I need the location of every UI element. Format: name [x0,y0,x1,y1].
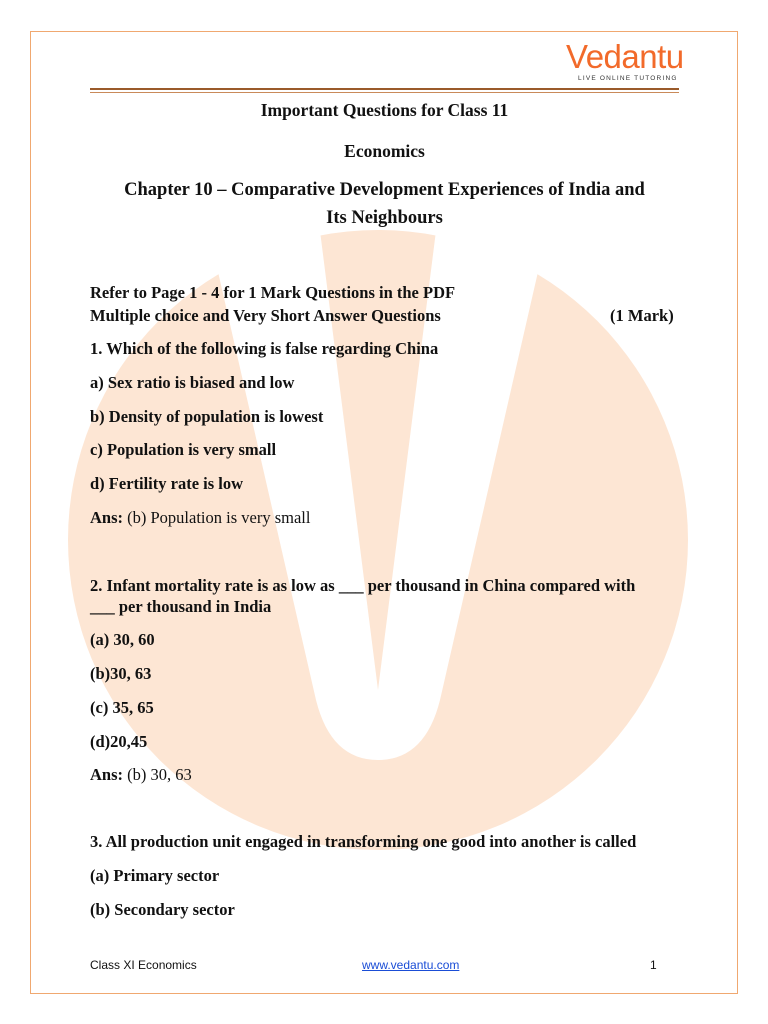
vedantu-logo [566,38,684,86]
logo-tagline: LIVE ONLINE TUTORING [578,75,678,82]
q2-option-d: (d)20,45 [90,732,148,751]
question-2-line1: 2. Infant mortality rate is as low as ___ per thousand in China compared with [90,576,636,595]
section-marks: (1 Mark) [610,306,674,325]
header-rule [90,88,679,90]
q3-option-a: (a) Primary sector [90,866,220,885]
chapter-title-line2: Its Neighbours [326,208,443,228]
section-heading: Multiple choice and Very Short Answer Questions [90,306,441,325]
document-title: Important Questions for Class 11 [260,100,509,120]
q1-option-c: c) Population is very small [90,440,277,459]
q2-option-a: (a) 30, 60 [90,630,155,649]
subject-title: Economics [344,141,425,161]
question-2-line2: ___ per thousand in India [90,597,272,616]
footer-page-number: 1 [650,958,657,972]
q1-answer-text: (b) Population is very small [123,508,311,527]
logo-wordmark: Vedantu [566,38,684,75]
refer-note: Refer to Page 1 - 4 for 1 Mark Questions in the PDF [90,283,456,302]
footer-website-link[interactable]: www.vedantu.com [362,958,460,972]
question-3: 3. All production unit engaged in transforming one good into another is called [90,832,637,851]
q1-answer-label: Ans: [90,508,124,527]
q2-answer-text: (b) 30, 63 [123,765,192,784]
q2-option-c: (c) 35, 65 [90,698,154,717]
q2-answer-label: Ans: [90,765,124,784]
q2-answer [90,764,192,785]
footer-class-label: Class XI Economics [90,958,197,972]
q1-option-d: d) Fertility rate is low [90,474,244,493]
q2-option-b: (b)30, 63 [90,664,152,683]
q1-option-a: a) Sex ratio is biased and low [90,373,295,392]
q1-option-b: b) Density of population is lowest [90,407,324,426]
header-rule-thin [90,92,679,93]
chapter-title-line1: Chapter 10 – Comparative Development Experiences of India and [124,180,645,200]
question-1: 1. Which of the following is false regarding China [90,339,439,358]
q1-answer [90,507,310,528]
q3-option-b: (b) Secondary sector [90,900,235,919]
